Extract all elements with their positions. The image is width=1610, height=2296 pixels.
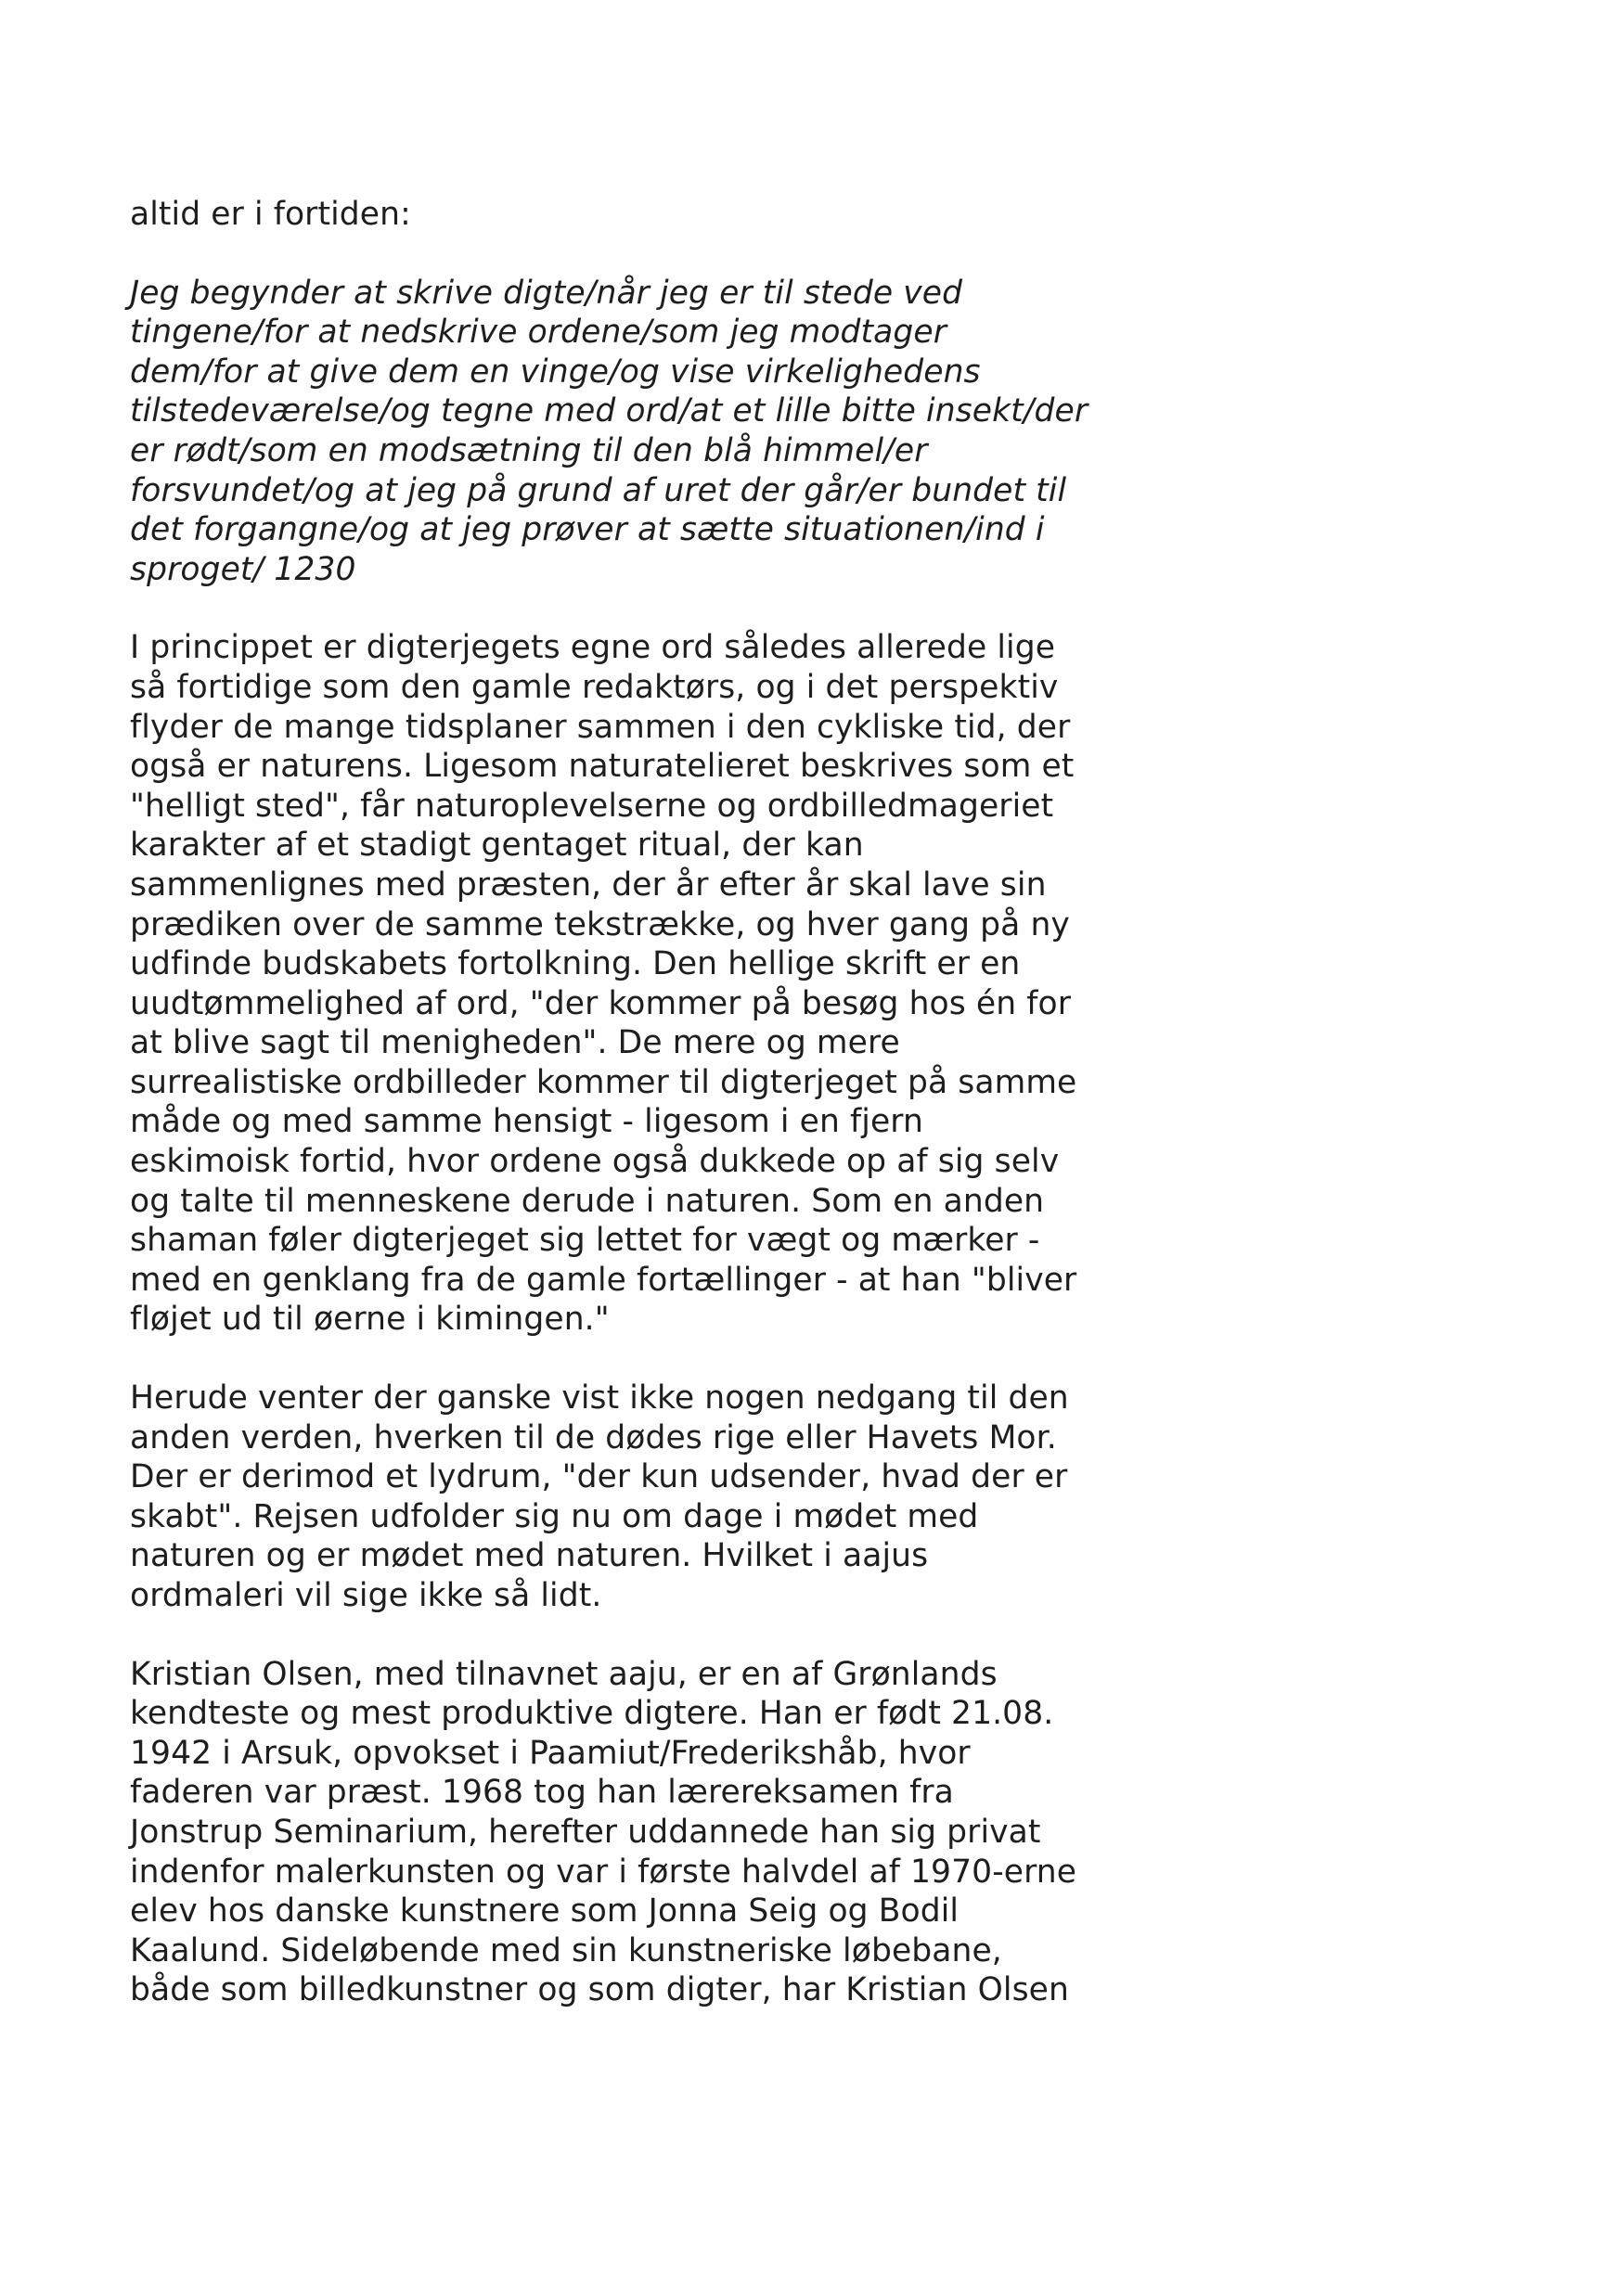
text-line: og talte til menneskene derude i naturen. Som en anden [130,1182,1045,1220]
text-line: skabt". Rejsen udfolder sig nu om dage i mødet med [130,1497,979,1535]
text-line: Herude venter der ganske vist ikke nogen nedgang til den [130,1379,1069,1417]
text-line: naturen og er mødet med naturen. Hvilket i aajus [130,1537,929,1575]
text-line: også er naturens. Ligesom naturatelieret beskrives som et [130,748,1075,786]
intro-line [130,195,1132,235]
text-line: surrealistiske ordbilleder kommer til digterjeget på samme [130,1063,1077,1101]
poem-line: det forgangne/og at jeg prøver at sætte situationen/ind i [130,511,1045,549]
paragraph-biography [130,1655,1132,2010]
paragraph-journey [130,1379,1132,1616]
text-line: flyder de mange tidsplaner sammen i den cykliske tid, der [130,708,1071,746]
text-line: "helligt sted", får naturoplevelserne og ordbilledmageriet [130,787,1054,825]
text-line: måde og med samme hensigt - ligesom i en fjern [130,1103,923,1141]
text-line: ordmaleri vil sige ikke så lidt. [130,1577,602,1614]
text-line: at blive sagt til menigheden". De mere og mere [130,1024,900,1062]
text-line: så fortidige som den gamle redaktørs, og i det perspektiv [130,668,1059,706]
document-body [130,195,1132,2010]
text-line: karakter af et stadigt gentaget ritual, der kan [130,827,864,865]
poem-line: tingene/for at nedskrive ordene/som jeg modtager [130,314,947,352]
text-line: Kristian Olsen, med tilnavnet aaju, er en af Grønlands [130,1655,998,1693]
text-line: altid er i fortiden: [130,196,411,233]
text-line: Jonstrup Seminarium, herefter uddannede han sig privat [130,1813,1041,1851]
text-line: faderen var præst. 1968 tog han lærereksamen fra [130,1774,954,1812]
poem-line: forsvundet/og at jeg på grund af uret der går/er bundet til [130,471,1067,509]
poem-line: Jeg begynder at skrive digte/når jeg er til stede ved [130,274,963,312]
text-line: anden verden, hverken til de dødes rige eller Havets Mor. [130,1418,1057,1456]
text-line: Kaalund. Sideløbende med sin kunstneriske løbebane, [130,1931,1002,1969]
text-line: fløjet ud til øerne i kimingen." [130,1301,610,1339]
text-line: prædiken over de samme tekstrække, og hver gang på ny [130,905,1070,943]
text-line: eskimoisk fortid, hvor ordene også dukkede op af sig selv [130,1143,1060,1181]
text-line: kendteste og mest produktive digtere. Han er født 21.08. [130,1695,1054,1733]
text-line: elev hos danske kunstnere som Jonna Seig og Bodil [130,1892,960,1930]
text-line: Der er derimod et lydrum, "der kun udsender, hvad der er [130,1458,1068,1496]
poem-quote [130,274,1132,590]
text-line: sammenlignes med præsten, der år efter år skal lave sin [130,866,1047,904]
text-line: uudtømmelighed af ord, "der kommer på besøg hos én for [130,984,1071,1022]
poem-line: er rødt/som en modsætning til den blå himmel/er [130,431,928,469]
text-line: indenfor malerkunsten og var i første halvdel af 1970-erne [130,1853,1077,1891]
paragraph-ritual [130,628,1132,1340]
poem-line: sproget/ 1230 [130,550,356,588]
text-line: 1942 i Arsuk, opvokset i Paamiut/Frederikshåb, hvor [130,1734,971,1772]
text-line: I princippet er digterjegets egne ord således allerede lige [130,629,1056,667]
text-line: med en genklang fra de gamle fortællinger - at han "bliver [130,1261,1077,1299]
poem-line: dem/for at give dem en vinge/og vise virkelighedens [130,353,981,391]
text-line: shaman føler digterjeget sig lettet for vægt og mærker - [130,1222,1040,1260]
poem-line: tilstedeværelse/og tegne med ord/at et lille bitte insekt/der [130,392,1088,430]
text-line: udfinde budskabets fortolkning. Den hellige skrift er en [130,945,1021,983]
text-line: både som billedkunstner og som digter, har Kristian Olsen [130,1971,1069,2009]
